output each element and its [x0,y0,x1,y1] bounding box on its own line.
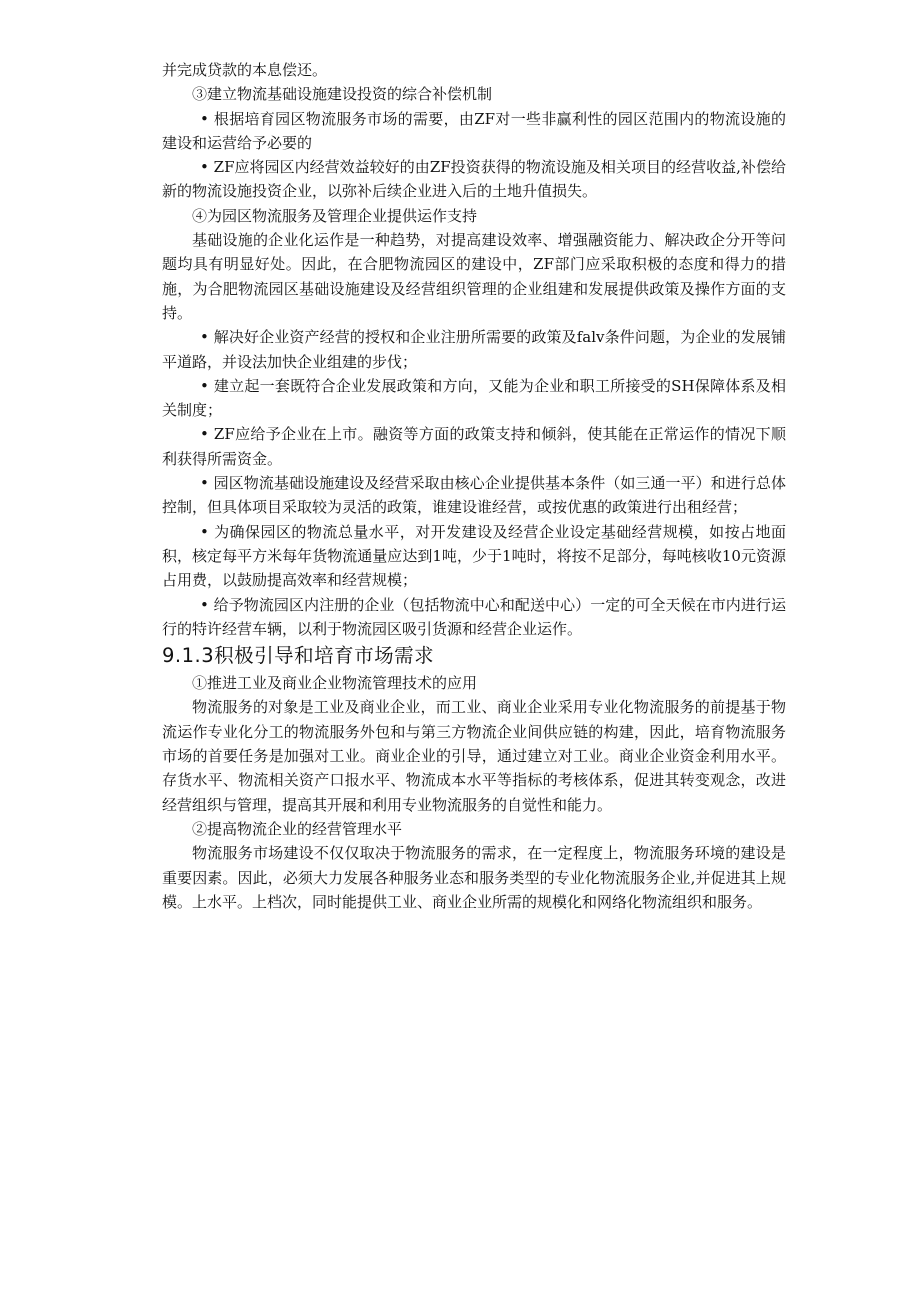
body-paragraph: 物流服务市场建设不仅仅取决于物流服务的需求，在一定程度上，物流服务环境的建设是重要因素。因此，必须大力发展各种服务业态和服务类型的专业化物流服务企业,并促进其上规模。上水平。上档次，同时能提供工业、商业企业所需的规模化和网络化物流组织和服务。 [162,844,786,911]
bullet-item: • ZF应给予企业在上市。融资等方面的政策支持和倾斜，使其能在正常运作的情况下顺利获得所需资金。 [162,425,786,468]
subsection-title-industry: ①推进工业及商业企业物流管理技术的应用 [192,674,478,693]
bullet-item: • 园区物流基础设施建设及经营采取由核心企业提供基本条件（如三通一平）和进行总体控制，但具体项目采取较为灵活的政策，谁建设谁经营，或按优惠的政策进行出租经营； [162,474,786,517]
body-paragraph: 基础设施的企业化运作是一种趋势，对提高建设效率、增强融资能力、解决政企分开等问题均具有明显好处。因此，在合肥物流园区的建设中，ZF部门应采取积极的态度和得力的措施，为合肥物流园区基础设施建设及经营组织管理的企业组建和发展提供政策及操作方面的支持。 [162,231,786,322]
bullet-item: • 给予物流园区内注册的企业（包括物流中心和配送中心）一定的可全天候在市内进行运行的特许经营车辆，以利于物流园区吸引货源和经营企业运作。 [162,595,786,638]
subsection-title-management: ②提高物流企业的经营管理水平 [192,819,403,838]
document-body [162,58,786,914]
subsection-title-support: ④为园区物流服务及管理企业提供运作支持 [192,206,478,225]
section-heading: 9.1.3积极引导和培育市场需求 [162,644,435,668]
paragraph-continuation: 并完成贷款的本息偿还。 [162,61,328,79]
bullet-item: • 为确保园区的物流总量水平，对开发建设及经营企业设定基础经营规模，如按占地面积，核定每平方米每年货物流通量应达到1吨，少于1吨时，将按不足部分，每吨核收10元资源占用费，以鼓励提高效率和经营规模； [162,522,786,590]
subsection-title-compensation: ③建立物流基础设施建设投资的综合补偿机制 [192,85,493,104]
body-paragraph: 物流服务的对象是工业及商业企业，而工业、商业企业采用专业化物流服务的前提基于物流运作专业化分工的物流服务外包和与第三方物流企业间供应链的构建，因此，培育物流服务市场的首要任务是加强对工业。商业企业的引导，通过建立对工业。商业企业资金利用水平。存货水平、物流相关资产口报水平、物流成本水平等指标的考核体系，促进其转变观念，改进经营组织与管理，提高其开展和利用专业物流服务的自觉性和能力。 [162,698,786,814]
bullet-item: • 建立起一套既符合企业发展政策和方向，又能为企业和职工所接受的SH保障体系及相关制度； [162,376,786,420]
bullet-item: • ZF应将园区内经营效益较好的由ZF投资获得的物流设施及相关项目的经营收益,补偿给新的物流设施投资企业，以弥补后续企业进入后的土地升值损失。 [162,158,786,201]
bullet-item: • 根据培育园区物流服务市场的需要，由ZF对一些非赢利性的园区范围内的物流设施的建设和运营给予必要的 [162,109,786,152]
bullet-item: • 解决好企业资产经营的授权和企业注册所需要的政策及falv条件问题，为企业的发展铺平道路，并设法加快企业组建的步伐； [162,328,786,371]
